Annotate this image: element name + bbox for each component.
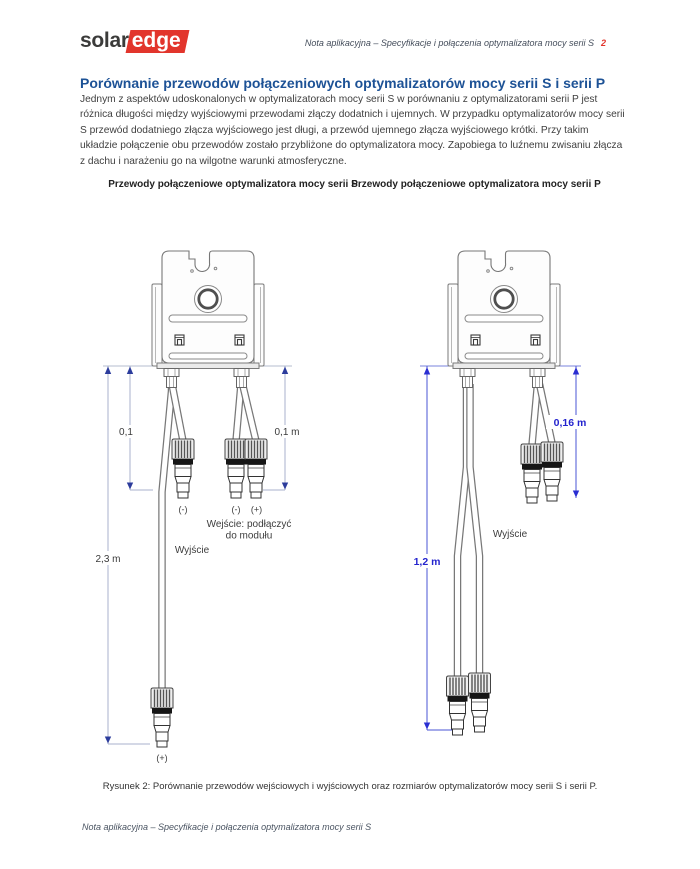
page-number: 2 [600,38,606,48]
label-connector-out-pos: (+) [156,753,168,763]
dim-label-output-s: 2,3 m [95,554,121,565]
logo-text-edge: edge [128,30,187,53]
label-output-p: Wyjście [492,529,528,540]
figure-caption: Rysunek 2: Porównanie przewodów wejściowych i wyjściowych oraz rozmiarów optymalizatorów mocy serii S i serii P. [102,781,598,792]
label-connector-neg: (-) [178,504,188,515]
running-header [305,38,606,48]
label-output-s: Wyjście [174,545,210,556]
logo-text-solar: solar [80,29,129,52]
body-paragraph: Jednym z aspektów udoskonalonych w optymalizatorach mocy serii S w porównaniu z optymalizatorami serii P jest różnica długości między wyjściowymi przewodami złączy dodatnich i ujemnych. W przypadku optymalizatorów mocy serii S przewód dodatniego złącza wyjściowego jest długi, a przewód ujemnego złącza wyjściowego krótki. Przy takim układzie połączenie obu przewodów zostało przybliżone do optymalizatora mocy. Zapobiega to luźnemu zwisaniu złącza z dachu i narażeniu go na wilgotne warunki atmosferyczne. [80,94,625,167]
label-input-line2: do modułu [225,530,273,542]
figure-diagram [80,228,610,773]
label-connector-in-neg: (-) [231,504,241,515]
series-s-dimension-labels [86,425,306,565]
section-title: Porównanie przewodów połączeniowych optymalizatorów mocy serii S i serii P [80,75,606,91]
label-connector-in-pos: (+) [250,504,263,515]
series-p-dimension-labels [406,415,594,568]
dim-label-output-p: 1,2 m [413,556,441,568]
dim-label-input-p: 0,16 m [553,417,587,429]
footer-text: Nota aplikacyjna – Specyfikacje i połączenia optymalizatora mocy serii S [82,822,372,832]
series-p-optimizer-drawing [448,251,560,388]
running-header-title: Nota aplikacyjna – Specyfikacje i połączenia optymalizatora mocy serii S [304,38,594,48]
series-s-labels [156,505,291,764]
series-p-heading: Przewody połączeniowe optymalizatora mocy serii P [351,179,601,190]
series-s-heading: Przewody połączeniowe optymalizatora mocy serii S [108,179,358,190]
series-p-labels [493,529,528,540]
label-input-line1: Wejście: podłączyć [206,519,292,530]
series-s-optimizer-drawing [152,251,264,388]
solaredge-logo [80,30,187,53]
dim-label-neg-s: 0,1 [119,427,133,438]
series-s-connectors [151,439,267,747]
dim-label-pos-s: 0,1 m [274,427,300,438]
